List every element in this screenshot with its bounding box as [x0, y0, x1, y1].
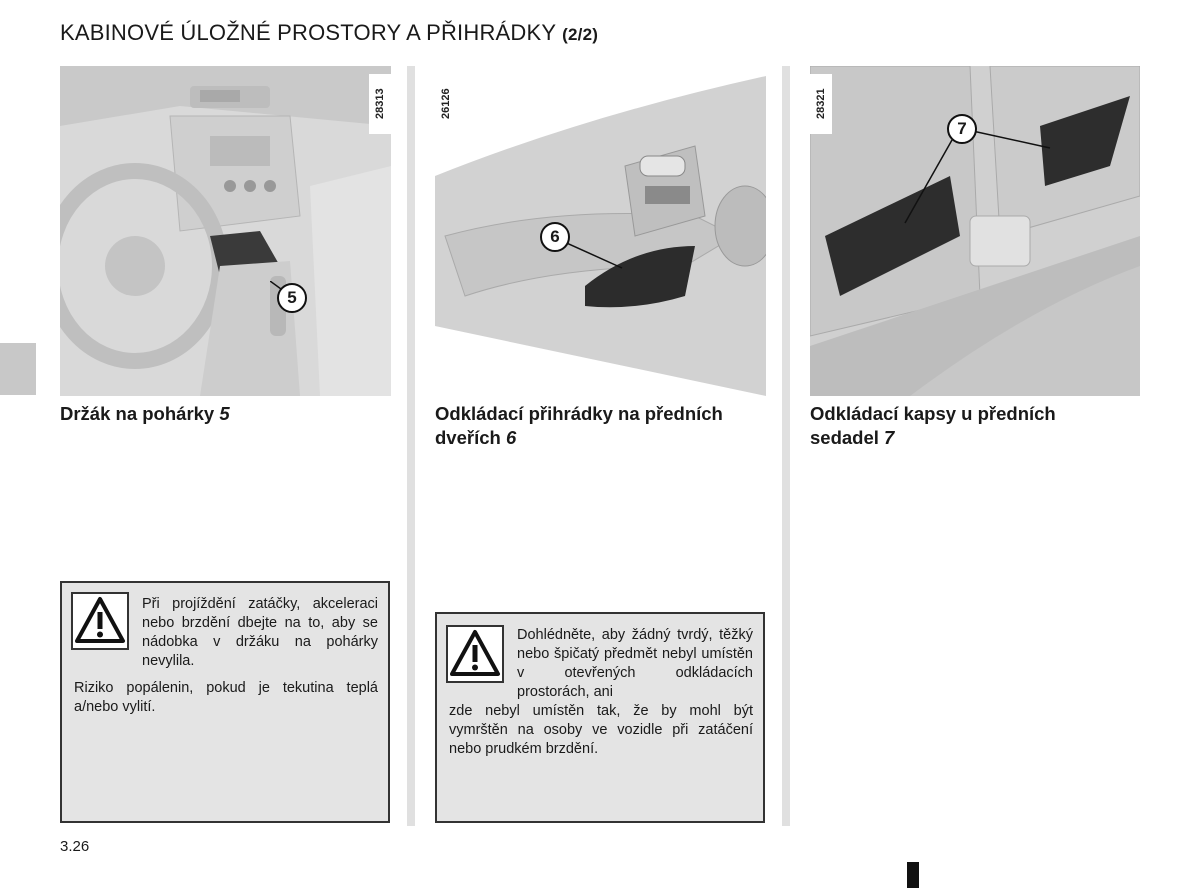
warning-text-primary: Dohlédněte, aby žádný tvrdý, těžký nebo špičatý předmět nebyl umístěn v otevřených odkládacích prostorách, ani: [517, 627, 753, 700]
warning-text-secondary: zde nebyl umístěn tak, že by mohl být vymrštěn na osoby ve vozidle při zatáčení nebo prudkém brzdění.: [449, 703, 753, 757]
seat-pocket-photo: [810, 66, 1140, 396]
chapter-tab: [0, 343, 36, 395]
warning-box-door-pocket: [435, 612, 765, 823]
caption-text: Odkládací přihrádky na předních dveřích: [435, 403, 723, 448]
column-separator: [407, 66, 415, 826]
dashboard-illustration: [60, 66, 391, 396]
caption-number: 6: [505, 427, 517, 448]
photo-reference-code: 28313: [369, 74, 391, 134]
photo-reference-code: 28321: [810, 74, 832, 134]
warning-triangle-icon: [71, 592, 129, 650]
warning-text-primary: Při projíždění zatáčky, akceleraci nebo brzdění dbejte na to, aby se nádobka v držáku na pohárky nevylila.: [142, 596, 378, 669]
column-separator: [782, 66, 790, 826]
callout-leader-line: [560, 240, 630, 280]
caption-seat-pocket: [810, 402, 1110, 450]
callout-marker-5: 5: [277, 283, 307, 313]
photo-reference-code: 26126: [435, 74, 457, 134]
caption-number: 5: [219, 403, 230, 424]
page-title: [60, 20, 598, 46]
callout-marker-7: 7: [947, 114, 977, 144]
warning-triangle-icon: [446, 625, 504, 683]
page-corner-mark: [907, 862, 919, 888]
page-title-part: (2/2): [562, 25, 599, 44]
callout-leader-lines: [900, 118, 1060, 228]
caption-number: 7: [884, 427, 895, 448]
cup-holder-photo: [60, 66, 391, 396]
door-panel-illustration: [435, 66, 766, 396]
door-pocket-photo: [435, 66, 766, 396]
page-title-text: KABINOVÉ ÚLOŽNÉ PROSTORY A PŘIHRÁDKY: [60, 20, 556, 45]
page-number: 3.26: [60, 838, 90, 855]
caption-text: Odkládací kapsy u předních sedadel: [810, 403, 1056, 448]
seat-back-illustration: [810, 66, 1140, 396]
warning-text-secondary: Riziko popálenin, pokud je tekutina teplá a/nebo vylití.: [74, 680, 378, 715]
caption-door-pocket: [435, 402, 775, 450]
caption-cup-holder: [60, 402, 400, 426]
caption-text: Držák na pohárky: [60, 403, 215, 424]
warning-box-cup-holder: [60, 581, 390, 823]
callout-marker-6: 6: [540, 222, 570, 252]
